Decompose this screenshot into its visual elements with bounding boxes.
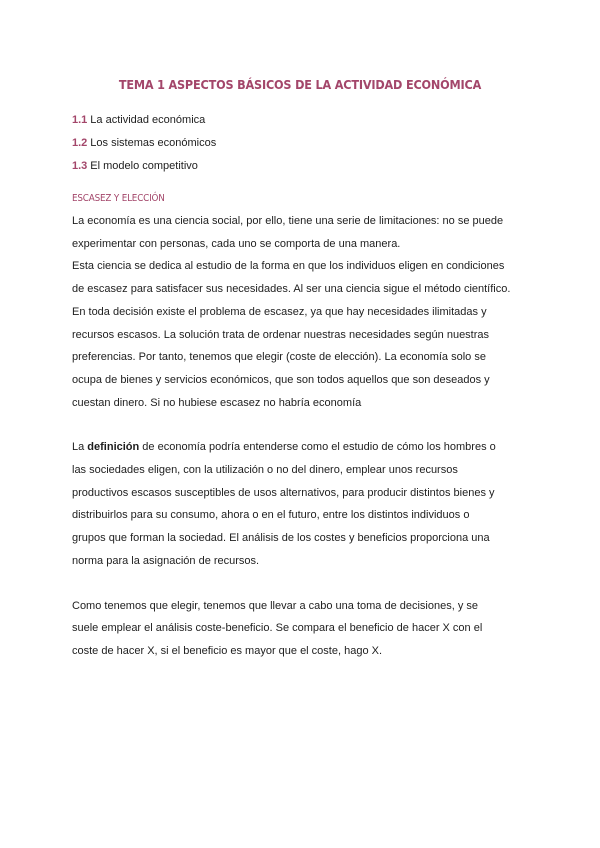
paragraph-line: En toda decisión existe el problema de escasez, ya que hay necesidades ilimitadas y — [72, 305, 487, 318]
paragraph-gap — [72, 414, 528, 436]
paragraph-line: de escasez para satisfacer sus necesidades. Al ser una ciencia sigue el método científico. — [72, 283, 511, 296]
paragraph-gap — [72, 573, 528, 595]
toc-item — [72, 132, 528, 155]
paragraph-line: Esta ciencia se dedica al estudio de la forma en que los individuos eligen en condiciones — [72, 260, 505, 273]
toc-item — [72, 155, 528, 178]
paragraph-line: recursos escasos. La solución trata de ordenar nuestras necesidades según nuestras — [72, 328, 490, 341]
bold-term: definición — [87, 441, 140, 454]
text-run: de economía podría entenderse como el estudio de cómo los hombres o — [139, 441, 496, 454]
paragraph-line: ocupa de bienes y servicios económicos, que son todos aquellos que son deseados y — [72, 373, 490, 386]
paragraph-line: productivos escasos susceptibles de usos alternativos, para producir distintos bienes y — [72, 486, 495, 499]
paragraph-line: distribuirlos para su consumo, ahora o en el futuro, entre los distintos individuos o — [72, 509, 470, 522]
section-heading: ESCASEZ Y ELECCIÓN — [72, 193, 165, 204]
paragraph-line: grupos que forman la sociedad. El análisis de los costes y beneficios proporciona una — [72, 532, 490, 545]
paragraph-line: suele emplear el análisis coste-beneficio. Se compara el beneficio de hacer X con el — [72, 622, 483, 635]
toc-label: El modelo competitivo — [90, 160, 198, 172]
paragraph-line — [72, 436, 528, 459]
paragraph-line: cuestan dinero. Si no hubiese escasez no habría economía — [72, 396, 362, 409]
paragraph-line: experimentar con personas, cada uno se comporta de una manera. — [72, 237, 401, 250]
toc-number: 1.1 — [72, 114, 88, 126]
text-run: La — [72, 441, 88, 454]
paragraph-cost-benefit — [72, 595, 528, 663]
toc-number: 1.2 — [72, 137, 88, 149]
paragraph-line: coste de hacer X, si el beneficio es mayor que el coste, hago X. — [72, 644, 383, 657]
toc-number: 1.3 — [72, 160, 88, 172]
paragraph-line: La economía es una ciencia social, por ello, tiene una serie de limitaciones: no se puede — [72, 215, 504, 227]
toc-item — [72, 109, 528, 132]
paragraph-line: Como tenemos que elegir, tenemos que llevar a cabo una toma de decisiones, y se — [72, 599, 479, 612]
paragraph-line: preferencias. Por tanto, tenemos que elegir (coste de elección). La economía solo se — [72, 351, 486, 364]
paragraph-scarcity — [72, 210, 528, 414]
toc-label: Los sistemas económicos — [90, 137, 217, 149]
paragraph-line: norma para la asignación de recursos. — [72, 554, 260, 567]
table-of-contents — [72, 109, 528, 178]
toc-label: La actividad económica — [90, 114, 206, 126]
paragraph-line: las sociedades eligen, con la utilización o no del dinero, emplear unos recursos — [72, 464, 458, 477]
page-title: TEMA 1 ASPECTOS BÁSICOS DE LA ACTIVIDAD ECONÓMICA — [118, 77, 482, 92]
paragraph-definition — [72, 436, 528, 572]
